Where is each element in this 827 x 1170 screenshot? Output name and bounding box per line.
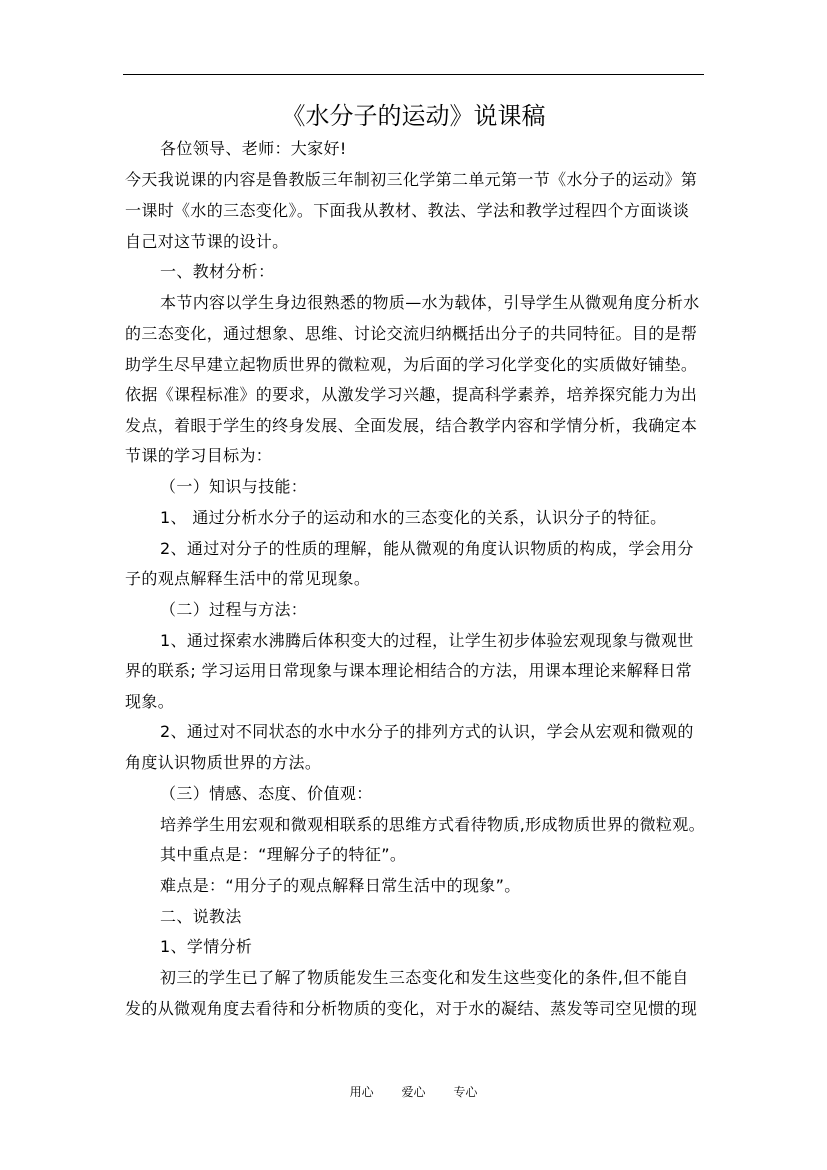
footer-item: 专心 [453,1085,478,1099]
paragraph-line: 今天我说课的内容是鲁教版三年制初三化学第二单元第一节《水分子的运动》第 [125,170,698,189]
paragraph-line: 的三态变化，通过想象、思维、讨论交流归纳概括出分子的共同特征。目的是帮 [125,324,698,343]
page-footer [0,1084,827,1100]
difficult-point: 难点是：“用分子的观点解释日常生活中的现象”。 [160,876,521,895]
section-heading: 二、说教法 [160,907,242,926]
footer-item: 爱心 [401,1085,426,1099]
subsection-heading: （二）过程与方法： [160,600,308,619]
paragraph-line: 节课的学习目标为： [125,446,273,465]
paragraph-line: 角度认识物质世界的方法。 [125,753,322,772]
paragraph-line: 本节内容以学生身边很熟悉的物质—水为载体，引导学生从微观角度分析水 [160,293,700,312]
paragraph-line: 界的联系; 学习运用日常现象与课本理论相结合的方法，用课本理论来解释日常 [125,661,693,680]
footer-item: 用心 [349,1085,374,1099]
subsection-heading: （三）情感、态度、价值观： [160,784,373,803]
list-item: 1、 通过分析水分子的运动和水的三态变化的关系，认识分子的特征。 [160,508,667,527]
list-item: 2、通过对不同状态的水中水分子的排列方式的认识，学会从宏观和微观的 [160,722,694,741]
paragraph-line: 子的观点解释生活中的常见现象。 [125,569,371,588]
subsection-heading: 1、学情分析 [160,937,253,956]
paragraph-line: 初三的学生已了解了物质能发生三态变化和发生这些变化的条件,但不能自 [160,968,689,987]
list-item: 2、通过对分子的性质的理解，能从微观的角度认识物质的构成，学会用分 [160,539,694,558]
subsection-heading: （一）知识与技能： [160,477,308,496]
key-point: 其中重点是：“理解分子的特征”。 [160,845,407,864]
paragraph-line: 现象。 [125,692,175,711]
list-item: 1、通过探索水沸腾后体积变大的过程，让学生初步体验宏观现象与微观世 [160,631,694,650]
header-rule [123,74,704,75]
paragraph-line: 各位领导、老师：大家好! [160,139,347,158]
paragraph-line: 培养学生用宏观和微观相联系的思维方式看待物质,形成物质世界的微粒观。 [160,815,705,834]
paragraph-line: 一课时《水的三态变化》。下面我从教材、教法、学法和教学过程四个方面谈谈 [125,201,690,220]
paragraph-line: 助学生尽早建立起物质世界的微粒观，为后面的学习化学变化的实质做好铺垫。 [125,355,698,374]
section-heading: 一、教材分析： [160,262,275,281]
page-title: 《水分子的运动》说课稿 [281,102,546,130]
paragraph-line: 发点，着眼于学生的终身发展、全面发展，结合教学内容和学情分析，我确定本 [125,416,698,435]
paragraph-line: 自己对这节课的设计。 [125,232,289,251]
paragraph-line: 依据《课程标准》的要求，从激发学习兴趣，提高科学素养，培养探究能力为出 [125,385,698,404]
paragraph-line: 发的从微观角度去看待和分析物质的变化，对于水的凝结、蒸发等司空见惯的现 [125,999,698,1018]
